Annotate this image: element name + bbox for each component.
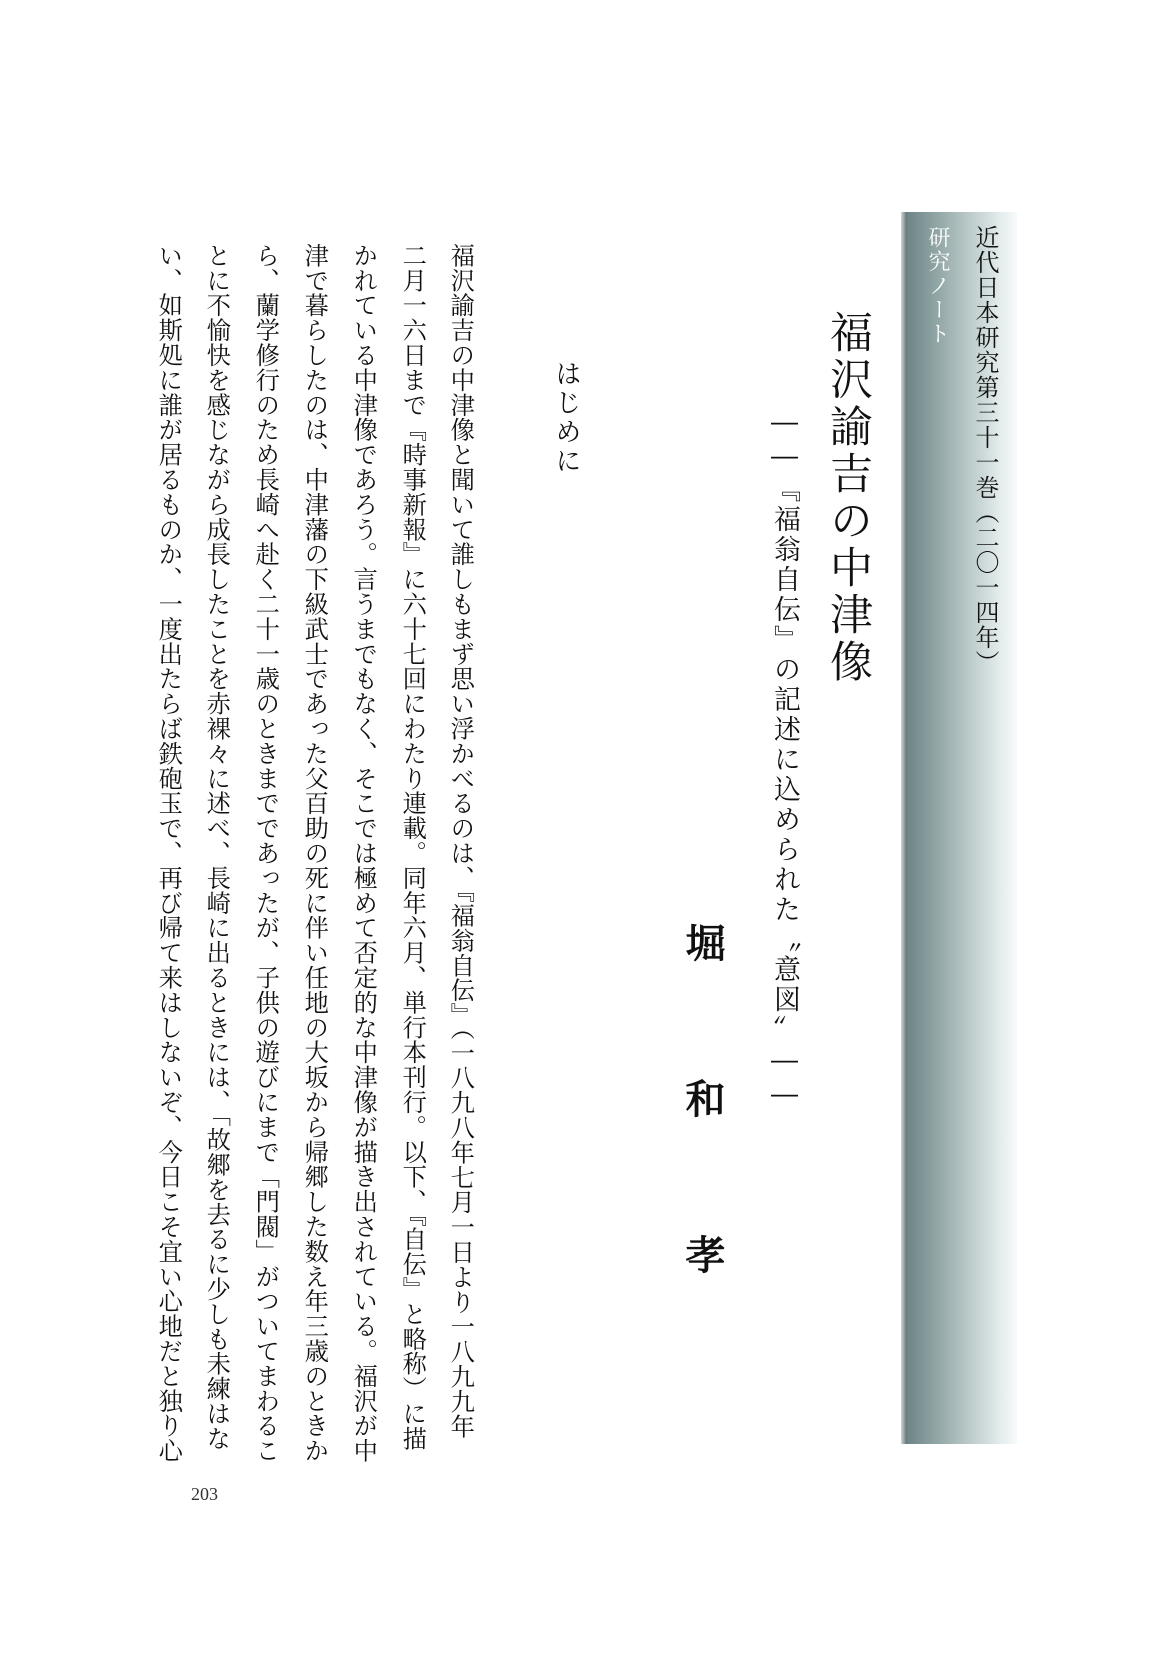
author-char-3: 孝	[685, 1232, 726, 1279]
subtitle-dash-start: ――	[769, 407, 800, 475]
body-column-3: かれている中津像であろう。言うまでもなく、そこでは極めて否定的な中津像が描き出されている。福沢が中	[349, 243, 379, 1464]
category-label: 研究ノート	[925, 226, 950, 346]
page-number: 203	[191, 1484, 218, 1504]
subtitle-dash-end: ――	[769, 1045, 800, 1113]
article-subtitle	[765, 407, 804, 1113]
section-heading: はじめに	[551, 360, 581, 476]
article-title: 福沢諭吉の中津像	[823, 310, 873, 686]
body-column-7: い、如斯処に誰が居るものか、一度出たらば鉄砲玉で、再び帰て来はしないぞ、今日こそ宜い心地だと独り心	[154, 243, 184, 1464]
body-column-2: 二月一六日まで『時事新報』に六十七回にわたり連載。同年六月、単行本刊行。以下、『自伝』と略称）に描	[398, 243, 428, 1451]
body-column-5: ら、蘭学修行のため長崎へ赴く二十一歳のときまでであったが、子供の遊びにまで「門閥」がついてまわるこ	[251, 243, 281, 1464]
subtitle-text: 『福翁自伝』の記述に込められた〝意図〟	[769, 475, 800, 1045]
body-column-1: 福沢諭吉の中津像と聞いて誰しもまず思い浮かべるのは、『福翁自伝』（一八九八年七月一日より一八九九年	[446, 243, 476, 1439]
body-column-4: 津で暮らしたのは、中津藩の下級武士であった父百助の死に伴い任地の大坂から帰郷した数え年三歳のときか	[300, 243, 330, 1464]
author-char-1: 堀	[685, 920, 726, 967]
journal-citation: 近代日本研究第三十一巻（二〇一四年）	[971, 225, 999, 675]
author-char-2: 和	[685, 1076, 726, 1123]
body-column-6: とに不愉快を感じながら成長したことを赤裸々に述べ、長崎に出るときには、「故郷を去るに少しも未練はな	[202, 243, 232, 1451]
